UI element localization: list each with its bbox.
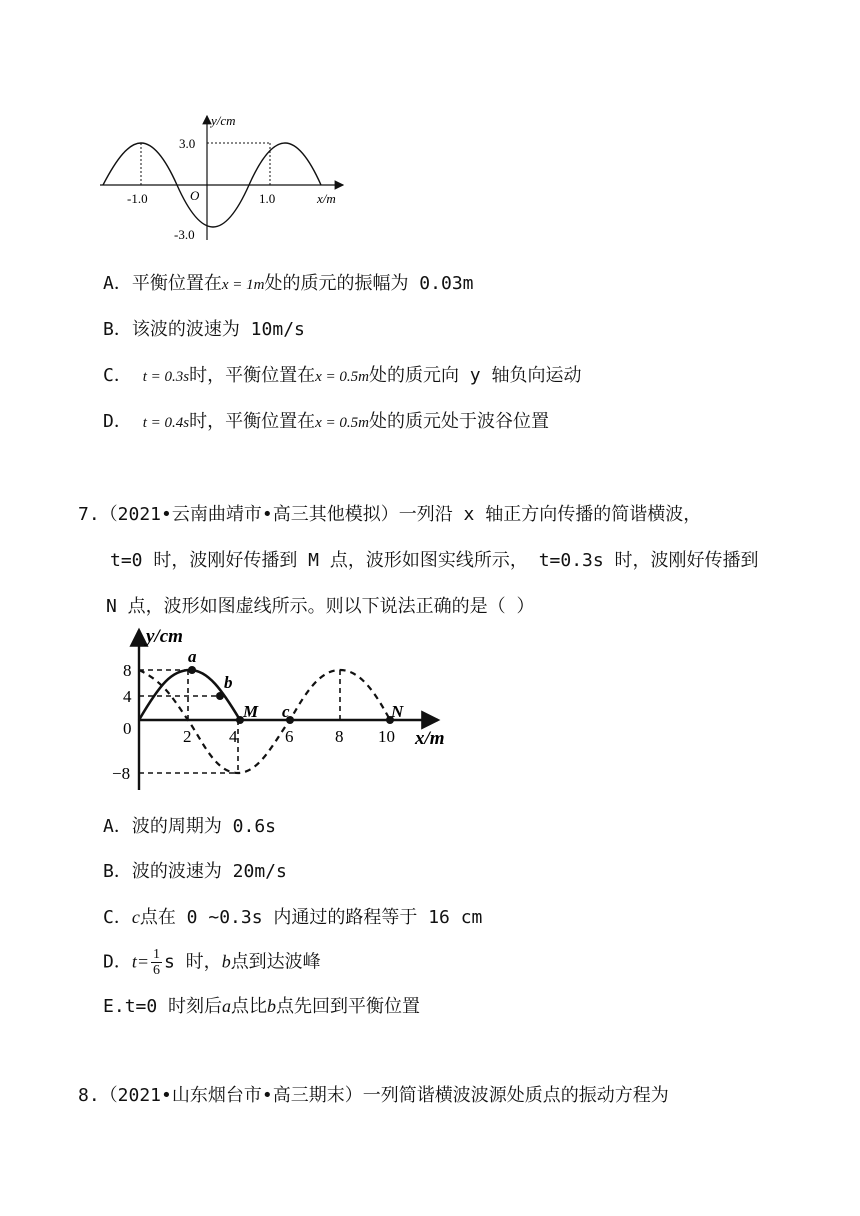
tick-y-pos: 3.0 [179, 136, 196, 151]
figure-2-wave-graph [110, 622, 460, 794]
origin-label: O [190, 188, 200, 203]
tick-x-10: 10 [378, 727, 395, 746]
q7-option-c: C．c点在 0 ~0.3s 内通过的路程等于 16 cm [103, 907, 483, 928]
tick-y-neg8: −8 [112, 764, 131, 783]
y-axis-label: y/cm [211, 113, 236, 128]
q6-option-c: C． t = 0.3s时，平衡位置在x = 0.5m处的质元向 y 轴负向运动 [103, 365, 582, 386]
figure-1-wave-graph [95, 110, 355, 245]
tick-y-0: 0 [123, 719, 132, 738]
label-b: b [224, 673, 233, 692]
tick-y-8: 8 [123, 661, 132, 680]
q7-option-a: A．波的周期为 0.6s [103, 816, 277, 837]
q6-option-a: A．平衡位置在x = 1m处的质元的振幅为 0.03m [103, 273, 474, 294]
point-a [188, 666, 196, 674]
tick-y-neg: -3.0 [174, 227, 195, 242]
x-axis-label: x/m [415, 728, 445, 749]
dashed-wave [139, 670, 390, 773]
q6-option-d: D． t = 0.4s时，平衡位置在x = 0.5m处的质元处于波谷位置 [103, 411, 549, 432]
tick-x-8: 8 [335, 727, 344, 746]
tick-x-neg: -1.0 [127, 191, 148, 206]
y-axis-label: y/cm [146, 626, 183, 647]
tick-x-6: 6 [285, 727, 294, 746]
q7-line-3: N 点，波形如图虚线所示。则以下说法正确的是（ ） [106, 596, 535, 617]
point-b [216, 692, 224, 700]
q6-option-b: B．该波的波速为 10m/s [103, 319, 305, 340]
tick-x-4: 4 [229, 727, 238, 746]
q7-option-d: D．t= $\frac{1}{6}$ s 时，b点到达波峰 [103, 947, 321, 978]
tick-y-4: 4 [123, 687, 132, 706]
q7-option-b: B．波的波速为 20m/s [103, 861, 287, 882]
label-M: M [243, 702, 259, 721]
tick-x-pos: 1.0 [259, 191, 276, 206]
label-c: c [282, 702, 290, 721]
tick-x-2: 2 [183, 727, 192, 746]
label-N: N [391, 702, 404, 721]
q7-line-1: 7.（2021•云南曲靖市•高三其他模拟）一列沿 x 轴正方向传播的简谐横波， [78, 504, 702, 525]
q8-line-1: 8.（2021•山东烟台市•高三期末）一列简谐横波波源处质点的振动方程为 [78, 1085, 669, 1106]
q7-line-2: t=0 时，波刚好传播到 M 点，波形如图实线所示， t=0.3s 时，波刚好传播到 [110, 550, 759, 571]
fraction-one-sixth: $\frac{1}{6}$ [153, 947, 160, 978]
label-a: a [188, 647, 197, 666]
q7-option-e: E.t=0 时刻后a点比b点先回到平衡位置 [103, 996, 421, 1017]
x-axis-label: x/m [317, 191, 336, 206]
